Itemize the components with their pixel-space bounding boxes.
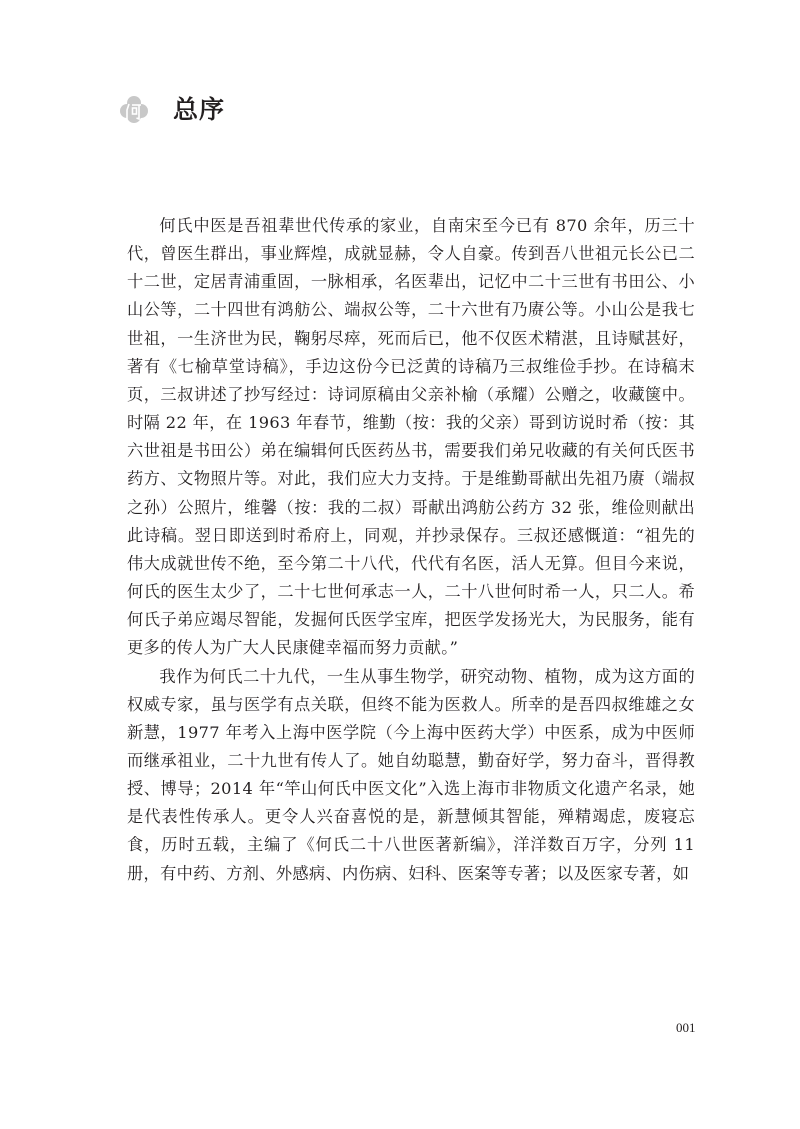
section-header <box>118 88 225 132</box>
paragraph: 何氏中医是吾祖辈世代传承的家业，自南宋至今已有 870 余年，历三十代，曾医生群出，事业辉煌，成就显赫，令人自豪。传到吾八世祖元长公已二十二世，定居青浦重固，一脉相承，名医辈出，记忆中二十三世有书田公、小山公等，二十四世有鸿舫公、端叔公等，二十六世有乃赓公等。小山公是我七世祖，一生济世为民，鞠躬尽瘁，死而后已，他不仅医术精湛，且诗赋甚好，著有《七榆草堂诗稿》，手边这份今已泛黄的诗稿乃三叔维俭手抄。在诗稿末页，三叔讲述了抄写经过：诗词原稿由父亲补榆（承耀）公赠之，收藏箧中。时隔 22 年，在 1963 年春节，维勤（按：我的父亲）哥到访说时希（按：其六世祖是书田公）弟在编辑何氏医药丛书，需要我们弟兄收藏的有关何氏医书药方、文物照片等。对此，我们应大力支持。于是维勤哥献出先祖乃赓（端叔之孙）公照片，维馨（按：我的二叔）哥献出鸿舫公药方 32 张，维俭则献出此诗稿。翌日即送到时希府上，同观，并抄录保存。三叔还感慨道：“祖先的伟大成就世传不绝，至今第二十八代，代代有名医，活人无算。但目今来说，何氏的医生太少了，二十七世何承志一人，二十八世何时希一人，只二人。希何氏子弟应竭尽智能，发掘何氏医学宝库，把医学发扬光大，为民服务，能有更多的传人为广大人民康健幸福而努力贡献。” <box>127 216 695 658</box>
paragraph: 我作为何氏二十九代，一生从事生物学，研究动物、植物，成为这方面的权威专家，虽与医学有点关联，但终不能为医救人。所幸的是吾四叔维雄之女新慧，1977 年考入上海中医学院（今上海中医药大学）中医系，成为中医师而继承祖业，二十九世有传人了。她自幼聪慧，勤奋好学，努力奋斗，晋得教授、博导；2014 年“竿山何氏中医文化”入选上海市非物质文化遗产名录，她是代表性传承人。更令人兴奋喜悦的是，新慧倾其智能，殚精竭虑，废寝忘食，历时五载，主编了《何氏二十八世医著新编》，洋洋数百万字，分列 11 册，有中药、方剂、外感病、内伤病、妇科、医案等专著；以及医家专著，如 <box>127 666 695 883</box>
preface-body <box>127 212 695 888</box>
page-title: 总序 <box>173 95 226 124</box>
he-family-seal-icon <box>118 94 150 126</box>
page-number: 001 <box>676 1020 696 1035</box>
